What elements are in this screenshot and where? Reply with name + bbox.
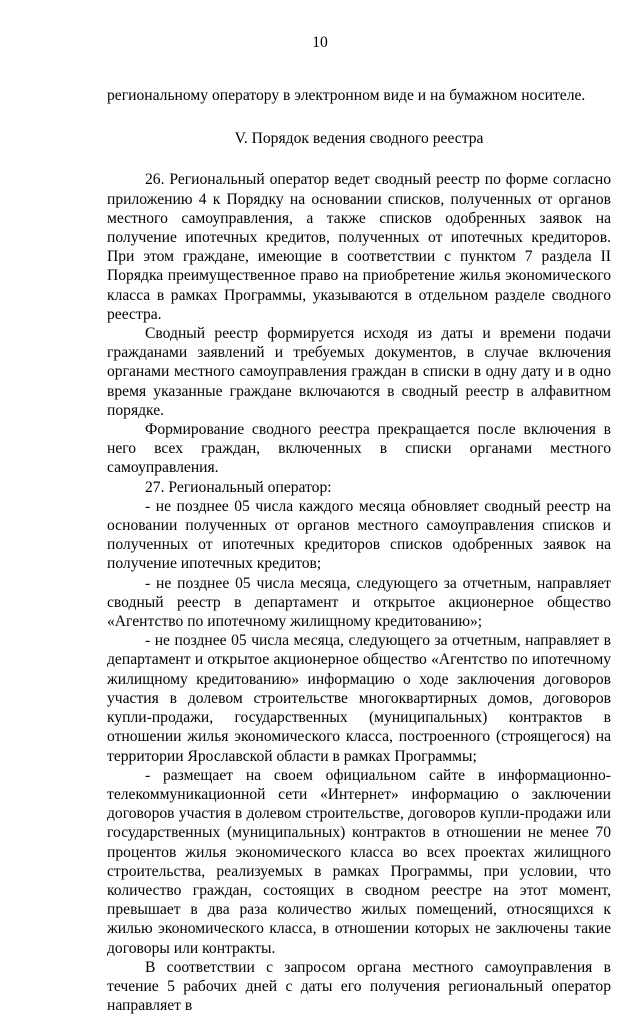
list-item-send-register: - не позднее 05 числа месяца, следующего за отчетным, направляет сводный реестр в департамент и открытое акционерное общество «Агентство по ипотечному жилищному кредитованию»; <box>107 574 611 631</box>
paragraph-request: В соответствии с запросом органа местного самоуправления в течение 5 рабочих дней с даты его получения региональный оператор направляет в <box>107 958 611 1015</box>
paragraph-26: 26. Региональный оператор ведет сводный реестр по форме согласно приложению 4 к Порядку на основании списков, полученных от органов местного самоуправления, а также списков одобренных заявок на получение ипотечных кредитов, полученных от ипотечных кредиторов. При этом граждане, имеющие в соответствии с пунктом 7 раздела II Порядка преимущественное право на приобретение жилья экономического класса в рамках Программы, указываются в отдельном разделе сводного реестра. <box>107 171 611 323</box>
list-item-send-information: - не позднее 05 числа месяца, следующего за отчетным, направляет в департамент и открытое акционерное общество «Агентство по ипотечному жилищному кредитованию» информацию о ходе заключения договоров участия в долевом строительстве многоквартирных домов, договоров купли-продажи, государственных (муниципальных) контрактов в отношении жилья экономического класса, построенного (строящегося) на территории Ярославской области в рамках Программы; <box>107 632 611 765</box>
paragraph-register-termination: Формирование сводного реестра прекращается после включения в него всех граждан, включенных в списки органами местного самоуправления. <box>107 421 611 477</box>
page-number: 10 <box>312 34 328 51</box>
document-body <box>107 86 611 1015</box>
list-item-update-register: - не позднее 05 числа каждого месяца обновляет сводный реестр на основании полученных от органов местного самоуправления списков и полученных от ипотечных кредиторов списков одобренных заявок на получение ипотечных кредитов; <box>107 497 611 573</box>
list-item-publish-information: - размещает на своем официальном сайте в информационно-телекоммуникационной сети «Интернет» информацию о заключении договоров участия в долевом строительстве, договоров купли-продажи или государственных (муниципальных) контрактов в отношении не менее 70 процентов жилья экономического класса во всех проектах жилищного строительства, реализуемых в рамках Программы, при условии, что количество граждан, состоящих в сводном реестре на этот момент, превышает в два раза количество жилых помещений, относящихся к жилью экономического класса, в отношении которых не заключены такие договоры или контракты. <box>107 766 611 957</box>
paragraph-register-formation: Сводный реестр формируется исходя из даты и времени подачи гражданами заявлений и требуемых документов, в случае включения органами местного самоуправления граждан в списки в одну дату и в одно время указанные граждане включаются в сводный реестр в алфавитном порядке. <box>107 325 611 419</box>
section-heading: V. Порядок ведения сводного реестра <box>234 130 484 148</box>
paragraph-27: 27. Региональный оператор: <box>145 478 332 496</box>
continuation-line: региональному оператору в электронном виде и на бумажном носителе. <box>107 87 586 104</box>
